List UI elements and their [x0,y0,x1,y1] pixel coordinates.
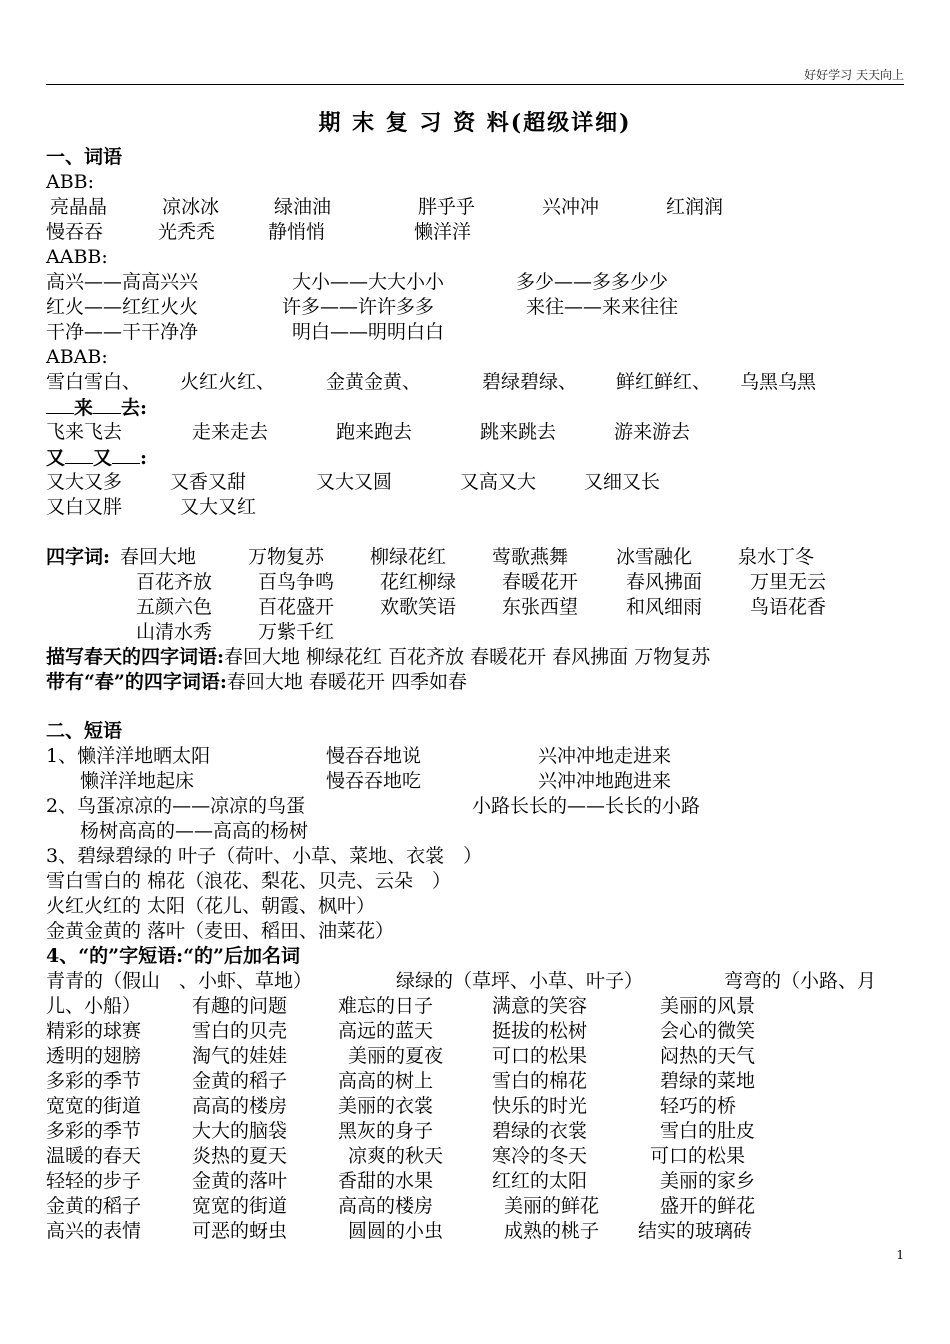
phrase: 1、懒洋洋地晒太阳 [46,745,211,767]
spring-label: 描写春天的四字词语: [46,646,225,668]
phrase: 碧绿的菜地 [660,1070,756,1092]
word: 跳来跳去 [480,421,557,443]
word: 鸟语花香 [750,596,827,618]
phrase: 宽宽的街道 [46,1095,142,1117]
phrase: 儿、小船） [46,995,142,1017]
phrase: 挺拔的松树 [492,1020,588,1042]
word: 碧绿碧绿、 [482,371,578,393]
phrase: 会心的微笑 [660,1020,756,1042]
you-char: 又 [93,447,113,469]
phrase: 精彩的球赛 [46,1020,142,1042]
word: 柳绿花红 [370,546,447,568]
phrase: 结实的玻璃砖 [638,1220,753,1242]
phrase: 小路长长的——长长的小路 [472,795,701,817]
abab-label: ABAB: [46,346,108,368]
word: 东张西望 [502,596,579,618]
phrase: 美丽的风景 [660,995,756,1017]
phrase-3-row-1: 3、碧绿碧绿的 叶子（荷叶、小草、菜地、衣裳 ） [46,845,483,867]
word: 万物复苏 [248,546,325,568]
phrase: 美丽的夏夜 [348,1045,444,1067]
phrase: 雪白的棉花 [492,1070,588,1092]
phrase: 淘气的娃娃 [192,1045,288,1067]
phrase: 有趣的问题 [192,995,288,1017]
aabb-label: AABB: [46,246,108,268]
spring-text: 春回大地 柳绿花红 百花齐放 春暖花开 春风拂面 万物复苏 [224,646,711,668]
phrase: 可口的松果 [650,1145,746,1167]
phrase: 美丽的家乡 [660,1170,756,1192]
word: 高兴——高高兴兴 [46,271,199,293]
phrase: 大大的脑袋 [192,1120,288,1142]
word: 万里无云 [750,571,827,593]
word: 多少——多多少少 [516,271,669,293]
page-title: 期 末 复 习 资 料(超级详细) [318,110,632,136]
word: 春风拂面 [626,571,703,593]
word: 红润润 [666,196,724,218]
phrase: 透明的翅膀 [46,1045,142,1067]
phrase: 碧绿的衣裳 [492,1120,588,1142]
word: 静悄悄 [268,221,326,243]
word: 五颜六色 [136,596,213,618]
phrase: 兴冲冲地走进来 [538,745,672,767]
phrase: 红红的太阳 [492,1170,588,1192]
header-motto: 好好学习 天天向上 [804,68,904,82]
word: 明白——明明白白 [292,321,445,343]
word: 胖乎乎 [418,196,476,218]
phrase: 2、鸟蛋凉凉的——凉凉的鸟蛋 [46,795,306,817]
phrase-4-heading: 4、“的”字短语:“的”后加名词 [46,945,300,967]
lai-qu-label [46,395,147,420]
word: 干净——干干净净 [46,321,199,343]
word: 百花盛开 [258,596,335,618]
blank [46,395,74,414]
phrase: 香甜的水果 [338,1170,434,1192]
word: 金黄金黄、 [326,371,422,393]
phrase: 可恶的蚜虫 [192,1220,288,1242]
chun-text: 春回大地 春暖花开 四季如春 [226,671,467,693]
word: 春回大地 [120,546,197,568]
word: 火红火红、 [180,371,276,393]
word: 亮晶晶 [50,196,108,218]
phrase: 高高的树上 [338,1070,434,1092]
word: 凉冰冰 [162,196,220,218]
phrase: 高高的楼房 [192,1095,288,1117]
word: 山清水秀 [136,621,213,643]
word: 花红柳绿 [380,571,457,593]
phrase: 黑灰的身子 [338,1120,434,1142]
word: 绿油油 [274,196,332,218]
phrase: 绿绿的（草坪、小草、叶子） [396,970,644,992]
phrase: 轻巧的桥 [660,1095,737,1117]
word: 百花齐放 [136,571,213,593]
word: 又细又长 [584,471,661,493]
phrase: 雪白的肚皮 [660,1120,756,1142]
phrase: 可口的松果 [492,1045,588,1067]
phrase: 闷热的天气 [660,1045,756,1067]
phrase: 青青的（假山 、小虾、草地） [46,970,313,992]
word: 莺歌燕舞 [492,546,569,568]
you-label [46,445,147,470]
section-heading-words: 一、词语 [46,146,123,168]
word: 百鸟争鸣 [258,571,335,593]
word: 又大又多 [46,471,123,493]
phrase: 满意的笑容 [492,995,588,1017]
chun-words [46,670,467,695]
word: 和风细雨 [626,596,703,618]
spring-words [46,645,710,670]
phrase: 盛开的鲜花 [660,1195,756,1217]
word: 冰雪融化 [616,546,693,568]
word: 红火——红红火火 [46,296,199,318]
blank [93,395,121,414]
phrase-3-row-2: 雪白雪白的 棉花（浪花、梨花、贝壳、云朵 ） [46,870,452,892]
word: 来往——来来往往 [526,296,679,318]
phrase: 慢吞吞地吃 [326,770,422,792]
word: 又大又圆 [316,471,393,493]
word: 大小——大大小小 [292,271,445,293]
phrase: 弯弯的（小路、月 [724,970,877,992]
phrase: 温暖的春天 [46,1145,142,1167]
word: 又香又甜 [170,471,247,493]
word: 乌黑乌黑 [740,371,817,393]
phrase: 多彩的季节 [46,1070,142,1092]
lai-char: 来 [74,397,94,419]
word: 又白又胖 [46,496,123,518]
blank [112,445,140,464]
phrase: 成熟的桃子 [504,1220,600,1242]
phrase: 凉爽的秋天 [348,1145,444,1167]
phrase: 圆圆的小虫 [348,1220,444,1242]
phrase: 炎热的夏天 [192,1145,288,1167]
word: 走来走去 [192,421,269,443]
word: 慢吞吞 [46,221,104,243]
phrase: 多彩的季节 [46,1120,142,1142]
phrase: 寒冷的冬天 [492,1145,588,1167]
word: 飞来飞去 [46,421,123,443]
word: 许多——许许多多 [282,296,435,318]
header-rule [46,84,904,85]
phrase: 懒洋洋地起床 [80,770,195,792]
phrase: 美丽的鲜花 [504,1195,600,1217]
phrase: 兴冲冲地跑进来 [538,770,672,792]
you-char: 又 [46,447,66,469]
phrase: 快乐的时光 [492,1095,588,1117]
phrase: 慢吞吞地说 [326,745,422,767]
phrase-3-row-4: 金黄金黄的 落叶（麦田、稻田、油菜花） [46,920,395,942]
phrase: 宽宽的街道 [192,1195,288,1217]
phrase: 高远的蓝天 [338,1020,434,1042]
word: 鲜红鲜红、 [616,371,712,393]
colon: : [140,447,148,469]
word: 春暖花开 [502,571,579,593]
word: 游来游去 [614,421,691,443]
phrase: 难忘的日子 [338,995,434,1017]
word: 懒洋洋 [414,221,472,243]
phrase: 美丽的衣裳 [338,1095,434,1117]
word: 光秃秃 [158,221,216,243]
qu-char: 去: [121,397,148,419]
phrase-3-row-3: 火红火红的 太阳（花儿、朝霞、枫叶） [46,895,376,917]
word: 雪白雪白、 [46,371,142,393]
word: 欢歌笑语 [380,596,457,618]
phrase: 杨树高高的——高高的杨树 [80,820,309,842]
phrase: 金黄的落叶 [192,1170,288,1192]
phrase: 轻轻的步子 [46,1170,142,1192]
word: 万紫千红 [258,621,335,643]
sizi-label: 四字词: [46,546,111,568]
chun-label: 带有“春”的四字词语: [46,671,227,693]
word: 又大又红 [180,496,257,518]
word: 兴冲冲 [542,196,600,218]
phrase: 雪白的贝壳 [192,1020,288,1042]
word: 又高又大 [460,471,537,493]
phrase: 高高的楼房 [338,1195,434,1217]
section-heading-phrases: 二、短语 [46,720,123,742]
phrase: 金黄的稻子 [192,1070,288,1092]
page-number: 1 [896,1248,904,1262]
phrase: 金黄的稻子 [46,1195,142,1217]
blank [65,445,93,464]
word: 泉水丁冬 [738,546,815,568]
phrase: 高兴的表情 [46,1220,142,1242]
abb-label: ABB: [46,171,95,193]
word: 跑来跑去 [336,421,413,443]
